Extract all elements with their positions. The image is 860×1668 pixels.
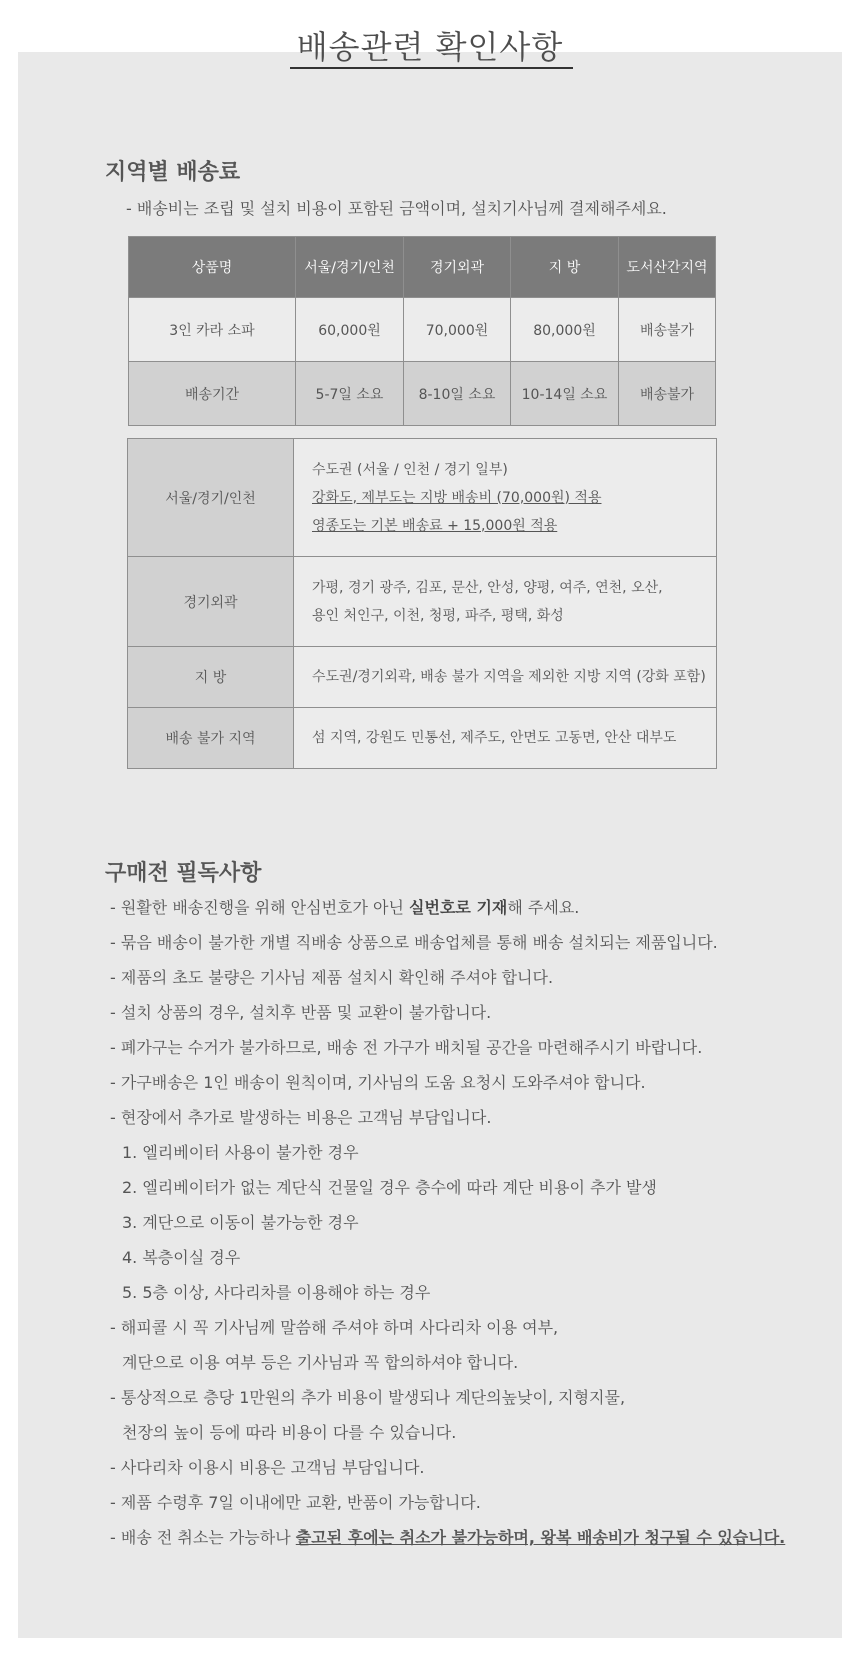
cell-period-label: 배송기간	[129, 362, 296, 426]
note-text: - 원활한 배송진행을 위해 안심번호가 아닌	[110, 898, 410, 917]
area-outer-line: 용인 처인구, 이천, 청평, 파주, 평택, 화성	[312, 607, 564, 624]
table-row	[128, 647, 717, 708]
area-label-outer: 경기외곽	[128, 557, 294, 647]
list-item	[110, 890, 785, 925]
list-item: 천장의 높이 등에 따라 비용이 다를 수 있습니다.	[122, 1423, 457, 1442]
area-label-unavailable: 배송 불가 지역	[128, 708, 294, 769]
list-item: - 제품 수령후 7일 이내에만 교환, 반품이 가능합니다.	[110, 1493, 481, 1512]
list-item: 4. 복층이실 경우	[122, 1248, 241, 1267]
list-item: - 폐가구는 수거가 불가하므로, 배송 전 가구가 배치될 공간을 마련해주시기 바랍니다.	[110, 1038, 703, 1057]
note-text: 해 주세요.	[507, 898, 580, 917]
cell-price-island: 배송불가	[619, 298, 716, 362]
rate-table-header-row	[129, 237, 716, 298]
list-item: 3. 계단으로 이동이 불가능한 경우	[122, 1213, 359, 1232]
table-row	[128, 557, 717, 647]
shipping-fee-note: - 배송비는 조립 및 설치 비용이 포함된 금액이며, 설치기사님께 결제해주세요.	[126, 199, 667, 218]
header-product: 상품명	[129, 237, 296, 298]
precautions-list	[110, 890, 785, 1555]
header-island: 도서산간지역	[619, 237, 716, 298]
cell-period-island: 배송불가	[619, 362, 716, 426]
list-item: - 사다리차 이용시 비용은 고객님 부담입니다.	[110, 1458, 425, 1477]
table-row	[129, 362, 716, 426]
delivery-area-table	[127, 438, 717, 769]
area-label-seoul: 서울/경기/인천	[128, 439, 294, 557]
header-seoul: 서울/경기/인천	[296, 237, 404, 298]
list-item: - 설치 상품의 경우, 설치후 반품 및 교환이 불가합니다.	[110, 1003, 492, 1022]
list-item: - 통상적으로 층당 1만원의 추가 비용이 발생되나 계단의높낮이, 지형지물,	[110, 1388, 626, 1407]
title-underline	[290, 67, 573, 69]
area-label-local: 지 방	[128, 647, 294, 708]
list-item: - 현장에서 추가로 발생하는 비용은 고객님 부담입니다.	[110, 1108, 492, 1127]
note-emphasis: 실번호로 기재	[409, 898, 508, 917]
table-row	[129, 298, 716, 362]
cell-price-seoul: 60,000원	[296, 298, 404, 362]
shipping-rate-table	[128, 236, 716, 426]
shipping-fee-heading: 지역별 배송료	[105, 160, 241, 185]
area-seoul-line: 영종도는 기본 배송료 + 15,000원 적용	[312, 517, 558, 534]
header-local: 지 방	[511, 237, 619, 298]
note-text: - 배송 전 취소는 가능하나	[110, 1528, 296, 1547]
area-seoul-line: 강화도, 제부도는 지방 배송비 (70,000원) 적용	[312, 489, 602, 506]
list-item: - 가구배송은 1인 배송이 원칙이며, 기사님의 도움 요청시 도와주셔야 합니다.	[110, 1073, 646, 1092]
cell-period-outer: 8-10일 소요	[404, 362, 511, 426]
cell-price-outer: 70,000원	[404, 298, 511, 362]
area-outer-line: 가평, 경기 광주, 김포, 문산, 안성, 양평, 여주, 연천, 오산,	[312, 579, 663, 596]
page-title: 배송관련 확인사항	[296, 28, 564, 66]
header-outer: 경기외곽	[404, 237, 511, 298]
area-value-unavailable: 섬 지역, 강원도 민통선, 제주도, 안면도 고동면, 안산 대부도	[294, 708, 717, 769]
table-row	[128, 708, 717, 769]
list-item: - 묶음 배송이 불가한 개별 직배송 상품으로 배송업체를 통해 배송 설치되는 제품입니다.	[110, 933, 718, 952]
area-value-seoul	[294, 439, 717, 557]
list-item: - 제품의 초도 불량은 기사님 제품 설치시 확인해 주셔야 합니다.	[110, 968, 554, 987]
precautions-heading: 구매전 필독사항	[105, 861, 262, 886]
list-item: 5. 5층 이상, 사다리차를 이용해야 하는 경우	[122, 1283, 431, 1302]
cell-period-seoul: 5-7일 소요	[296, 362, 404, 426]
cell-period-local: 10-14일 소요	[511, 362, 619, 426]
list-item: - 해피콜 시 꼭 기사님께 말씀해 주셔야 하며 사다리차 이용 여부,	[110, 1318, 559, 1337]
area-value-outer	[294, 557, 717, 647]
list-item: 계단으로 이용 여부 등은 기사님과 꼭 합의하셔야 합니다.	[122, 1353, 519, 1372]
list-item: 1. 엘리베이터 사용이 불가한 경우	[122, 1143, 359, 1162]
list-item: 2. 엘리베이터가 없는 계단식 건물일 경우 층수에 따라 계단 비용이 추가 발생	[122, 1178, 657, 1197]
note-emphasis: 출고된 후에는 취소가 불가능하며, 왕복 배송비가 청구될 수 있습니다.	[295, 1528, 786, 1547]
table-row	[128, 439, 717, 557]
area-value-local: 수도권/경기외곽, 배송 불가 지역을 제외한 지방 지역 (강화 포함)	[294, 647, 717, 708]
cell-price-local: 80,000원	[511, 298, 619, 362]
area-seoul-line: 수도권 (서울 / 인천 / 경기 일부)	[312, 461, 508, 478]
cell-product-name: 3인 카라 소파	[129, 298, 296, 362]
list-item	[110, 1520, 785, 1555]
